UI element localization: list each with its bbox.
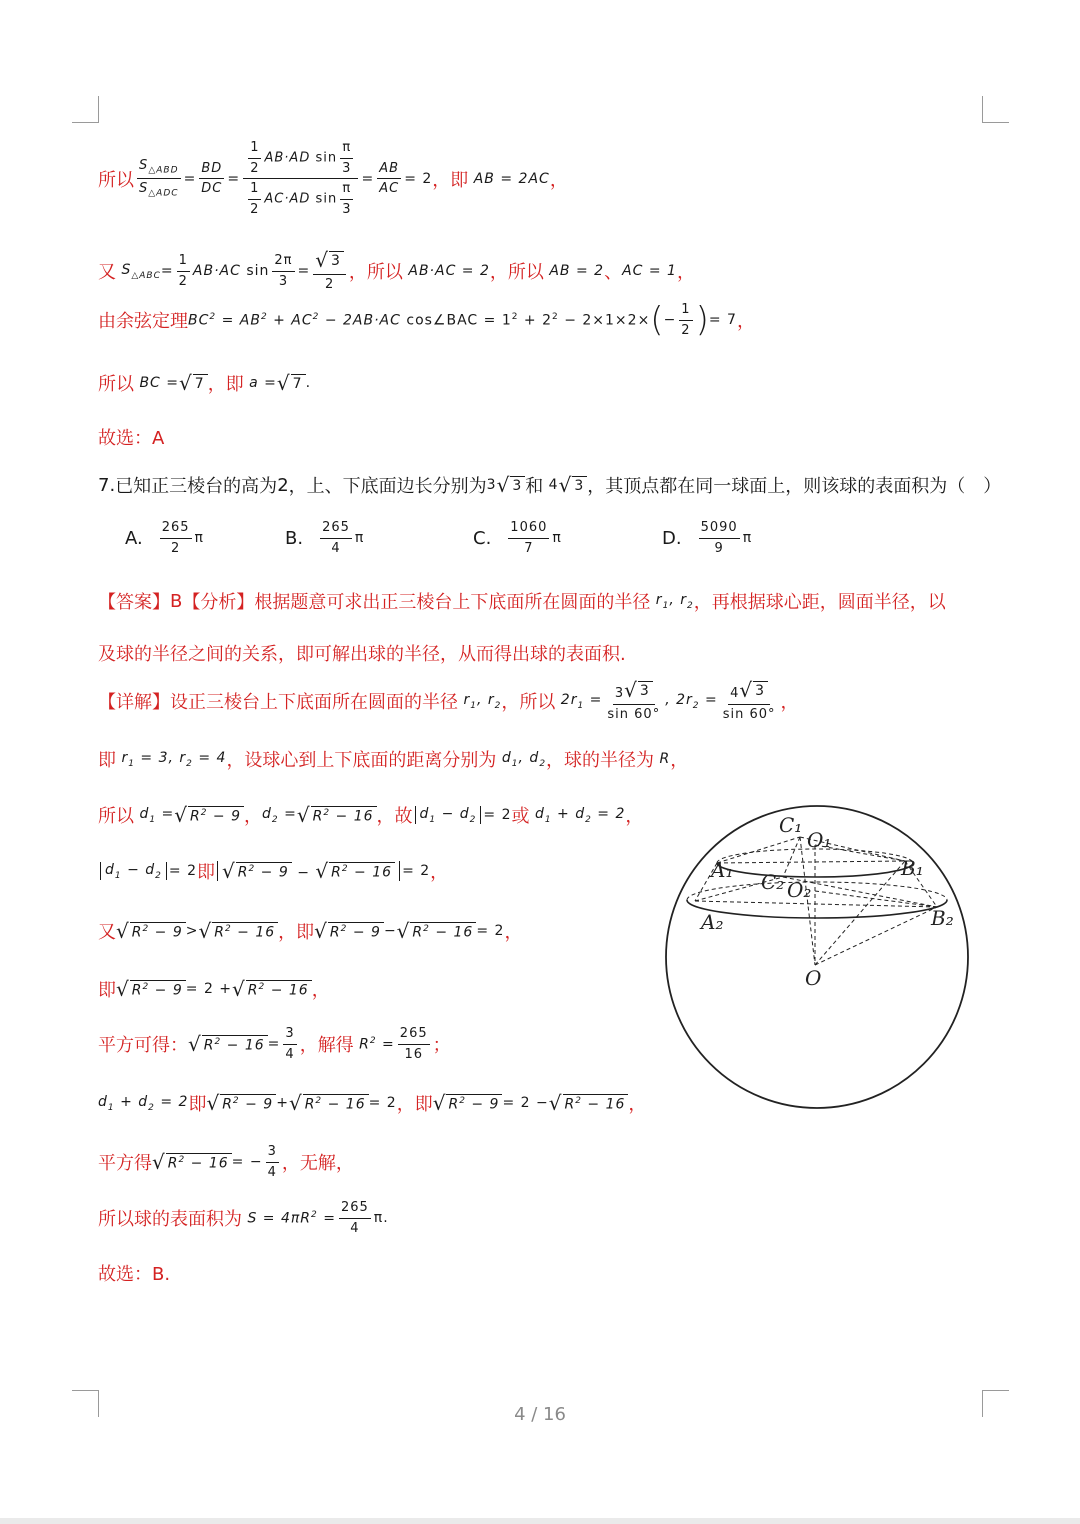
option-d[interactable]: D. $\frac{5090}{9}$ π	[662, 520, 753, 556]
detail-line-9: 平方得 √ $R^2 - 16$ = − $\frac{3}{4}$ ，无解，	[98, 1144, 354, 1180]
label-C2: C₂	[761, 870, 785, 894]
option-a[interactable]: A. $\frac{265}{2}$ π	[125, 520, 204, 556]
detail-line-5: 又 √ $R^2 - 9$ > √ $R^2 - 16$ ， 即 √ $R^2 - 9$ − √ $R^2 - 16$ = 2 ，	[98, 919, 523, 943]
answer-value: B	[170, 590, 183, 612]
detail-line-7: 平方可得： √ $R^2 - 16$ = $\frac{3}{4}$ ， 解得 $R^2$ = $\frac{265}{16}$ ；	[98, 1026, 451, 1062]
page-indicator: 4 / 16	[514, 1404, 566, 1425]
analysis-tag: 【分析】	[182, 592, 255, 613]
corner-mark-top-left	[72, 96, 99, 123]
label-C1: C₁	[779, 813, 803, 837]
bottom-strip	[0, 1518, 1080, 1524]
final-answer: 故选：B.	[98, 1264, 171, 1285]
question-7: 7. 已知正三棱台的高为 2 ，上、下底面边长分别为 3 √ 3 和 4 √ 3 ，其顶点都在同一球面上，则该球的表面积为（ ）	[98, 473, 1002, 497]
detail-line-2: 即 $r_1 = 3$, $r_2 = 4$ ，设球心到上下底面的距离分别为 $d_1$, $d_2$ ，球的半径为 R ，	[98, 749, 689, 771]
ratio-line: 所以 $\frac{S_{\triangle ABD}}{S_{\triangle ADC}}$ = $\frac{BD}{DC}$ = $\frac{1}{2}$ AB·AD sin $\frac{\pi}{3}$ $\frac{1}{2}$ AC·AD sin $\frac{\pi}{3}$ = $\frac{AB}{AC}$ = 2 ， 即 AB = 2AC ，	[98, 140, 568, 217]
detail-tag: 【详解】	[98, 692, 170, 714]
detail-line-4: $d_1 - d_2$ = 2 即 √ $R^2 - 9$ − √ $R^2 - 16$ = 2 ，	[98, 858, 448, 884]
text-suoyi: 所以	[98, 169, 134, 191]
question-text-c: ，其顶点都在同一球面上，则该球的表面积为（ ）	[587, 476, 1002, 497]
detail-line-3: 所以 $d_1$ = √ $R^2 - 9$ ， $d_2$ = √ $R^2 - 16$ ， 故 $d_1 - d_2$ = 2 或 $d_1 + d_2 = 2$ ，	[98, 803, 644, 827]
label-O: O	[805, 966, 822, 990]
label-A2: A₂	[701, 910, 724, 934]
label-B1: B₁	[901, 856, 924, 880]
answer-tag: 【答案】	[98, 592, 170, 613]
corner-mark-top-right	[982, 96, 1009, 123]
label-A1: A₁	[711, 858, 734, 882]
bc-line: 所以 BC = √ 7 ， 即 a = √ 7 .	[98, 371, 312, 395]
math-expr: $\frac{S_{\triangle ABD}}{S_{\triangle ADC}}$	[139, 157, 179, 199]
label-B2: B₂	[931, 906, 954, 930]
area-line: 又 $S_{\triangle ABC}$ = $\frac{1}{2}$ AB·AC sin $\frac{2\pi}{3}$ = √ 3 2 ，所以 AB·AC = 2 ，所以 AB = 2 、 AC = 1 ，	[98, 248, 695, 292]
detail-line-8: $d_1 + d_2 = 2$ 即 √ $R^2 - 9$ + √ $R^2 - 16$ = 2 ， 即 √ $R^2 - 9$ = 2 − √ $R^2 - 16$ ，	[98, 1091, 647, 1115]
question-number: 7.	[98, 474, 116, 496]
question-height: 2	[277, 474, 289, 496]
cosine-line: 由余弦定理 $BC^2 = AB^2 + AC^2 - 2AB\cdot AC$ cos∠BAC = $1^2 + 2^2 - 2\times 1\times 2\times$ ( − $\frac{1}{2}$ ) = 7 ，	[98, 300, 755, 341]
question-text-b: ，上、下底面边长分别为	[288, 476, 487, 497]
detail-line-10: 所以球的表面积为 $S = 4\pi R^2$ = $\frac{265}{4}$ π .	[98, 1200, 389, 1236]
detail-line-6: 即 √ $R^2 - 9$ = 2 + √ $R^2 - 16$ ，	[98, 977, 330, 1001]
label-O1: O₁	[807, 828, 832, 852]
option-b[interactable]: B. $\frac{265}{4}$ π	[285, 520, 365, 556]
analysis-line-2: 及球的半径之间的关系，即可解出球的半径，从而得出球的表面积.	[98, 644, 626, 665]
option-c[interactable]: C. $\frac{1060}{7}$ π	[473, 520, 562, 556]
question-text-a: 已知正三棱台的高为	[115, 476, 278, 497]
sphere-frustum-figure	[655, 805, 985, 1125]
label-O2: O₂	[787, 878, 812, 902]
detail-line-1: 【详解】 设正三棱台上下底面所在圆面的半径 $r_1$, $r_2$ ，所以 $2r_1$ = 3 √ 3 sin 60° , $2r_2$ = 4 √ 3 sin 60° ，	[98, 678, 799, 722]
analysis-line-1: 【答案】 B 【分析】 根据题意可求出正三棱台上下底面所在圆面的半径 $r_1$, $r_2$ ，再根据球心距，圆面半径，以	[98, 588, 946, 614]
previous-answer: 故选：A	[98, 428, 165, 449]
